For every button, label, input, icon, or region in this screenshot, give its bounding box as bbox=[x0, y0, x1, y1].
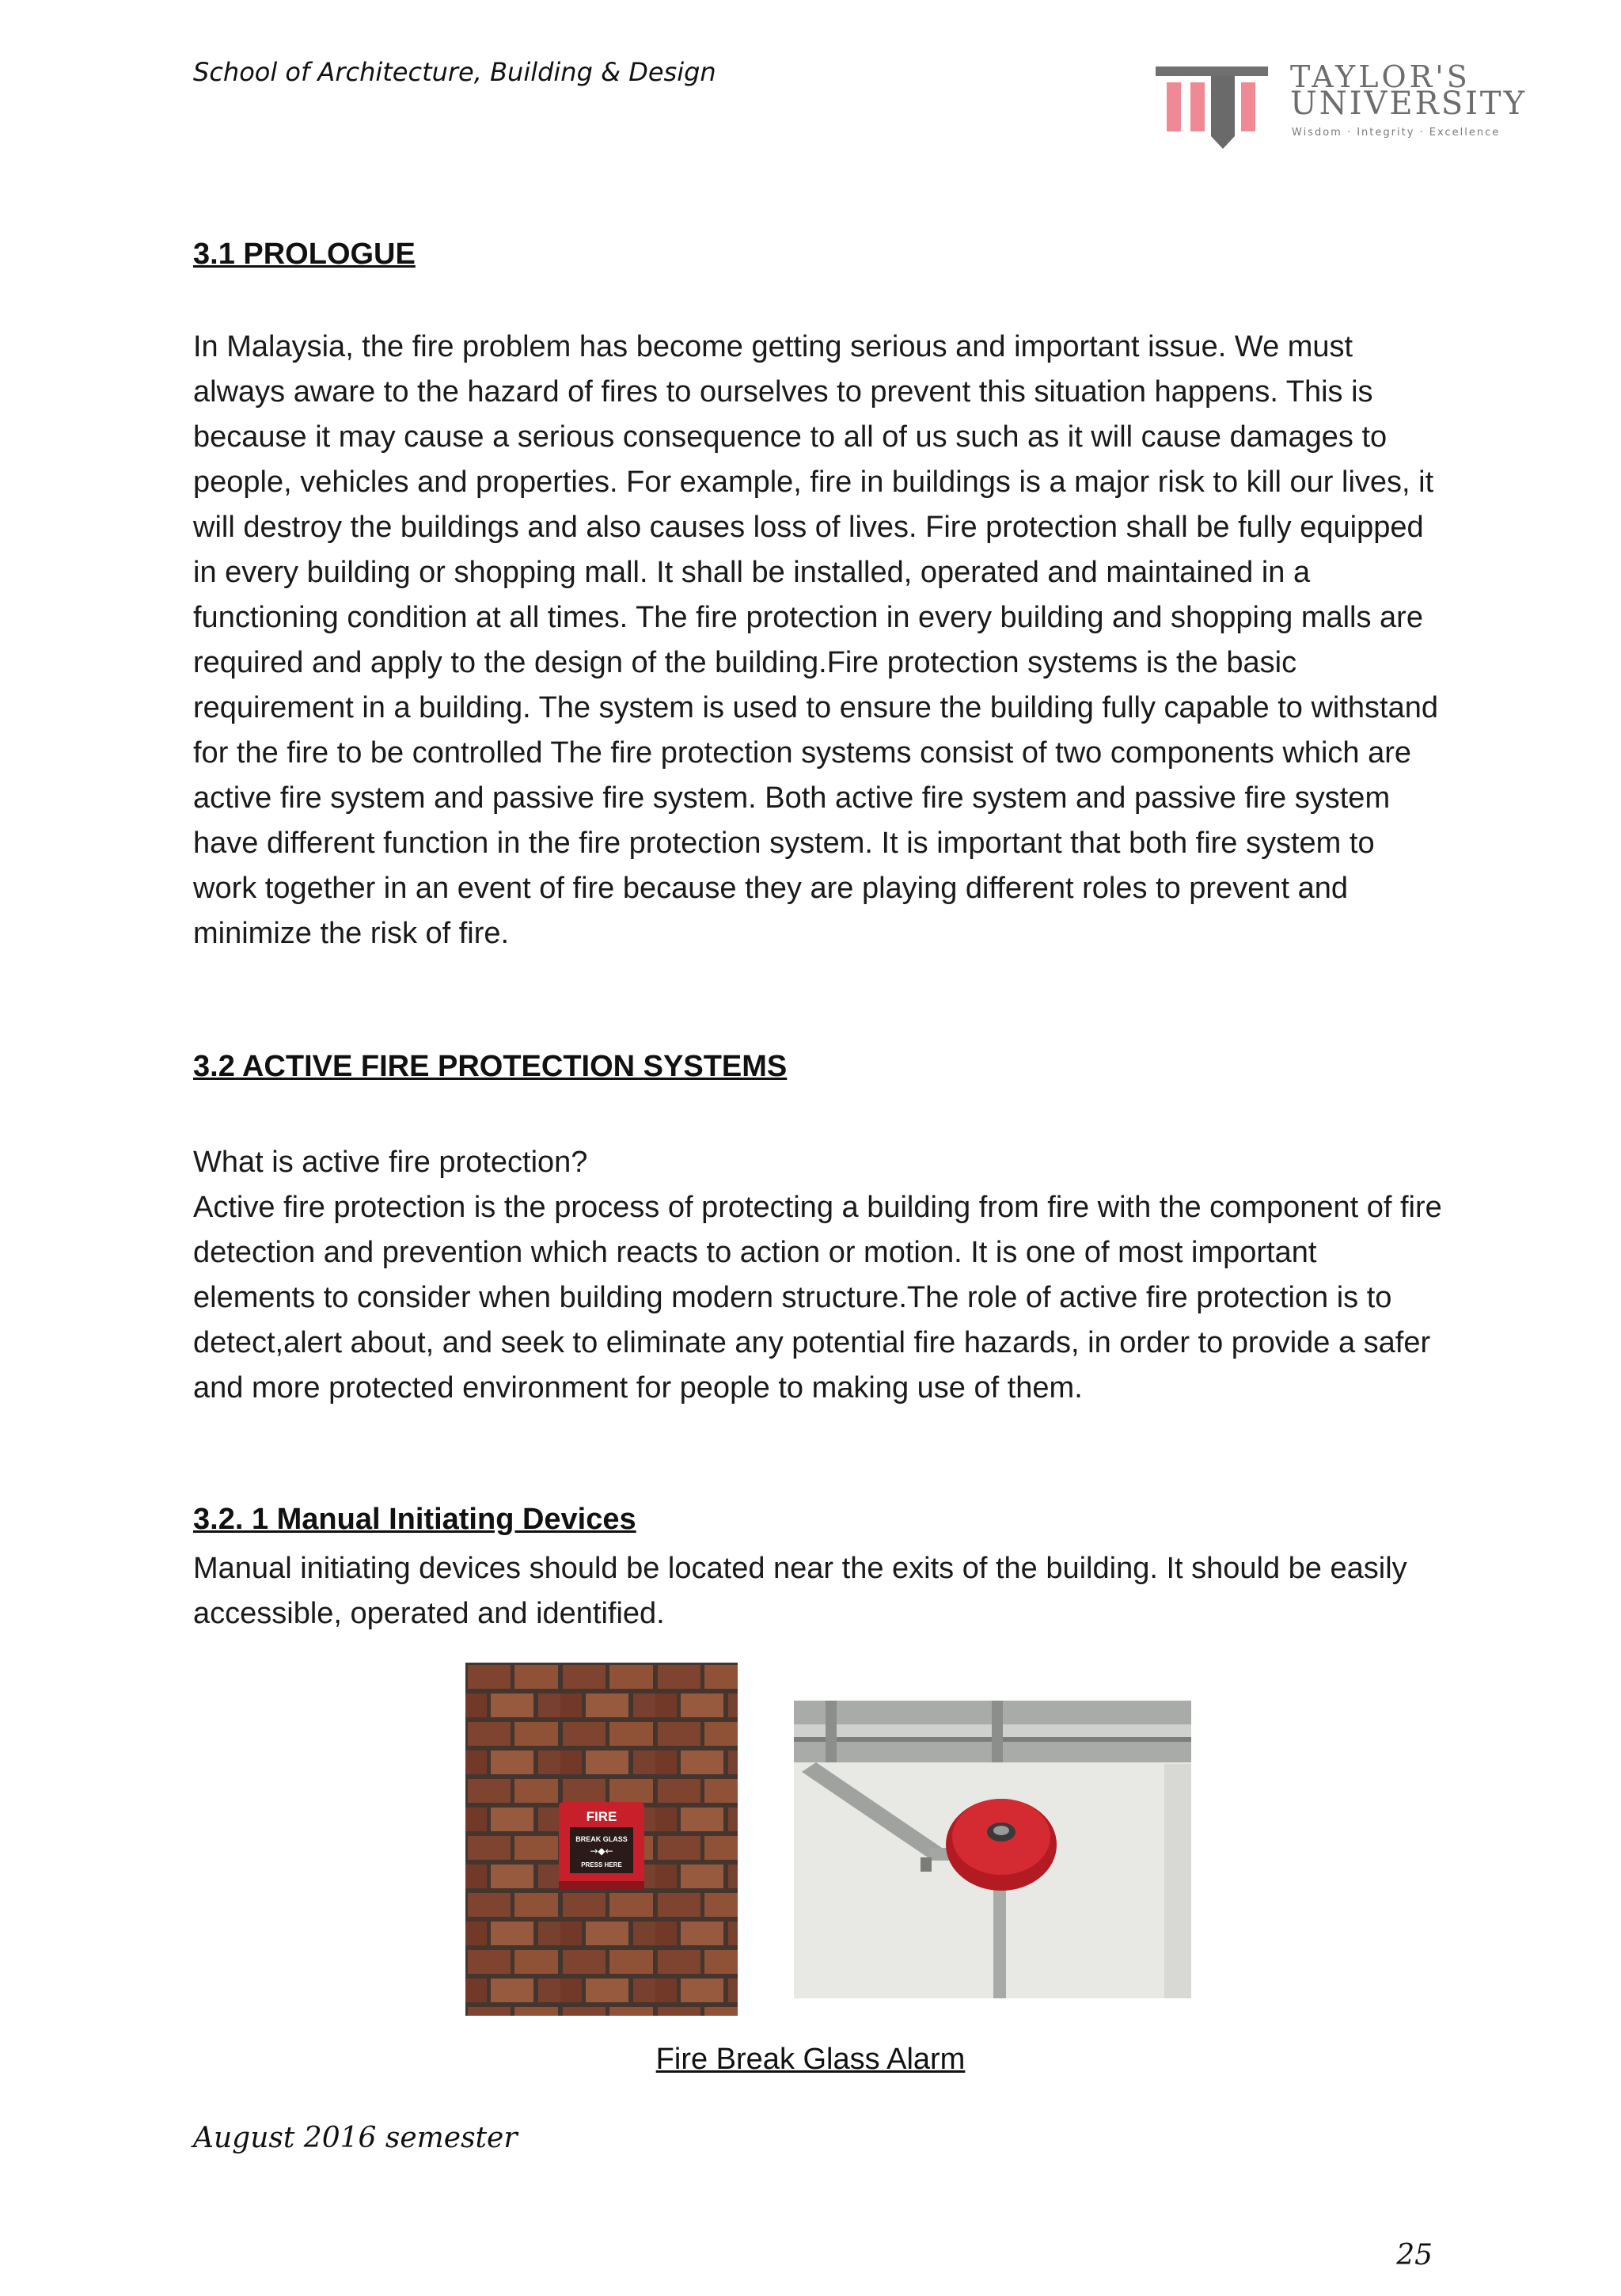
call-point-label-break-glass: BREAK GLASS bbox=[575, 1835, 628, 1843]
university-logo bbox=[1156, 60, 1528, 163]
figure-caption: Fire Break Glass Alarm bbox=[655, 2043, 966, 2076]
logo-text-university: UNIVERSITY bbox=[1290, 86, 1528, 122]
heading-active-fire-protection: 3.2 ACTIVE FIRE PROTECTION SYSTEMS bbox=[193, 1050, 788, 1083]
heading-prologue: 3.1 PROLOGUE bbox=[193, 238, 416, 271]
svg-text:→◆←: →◆← bbox=[590, 1846, 613, 1857]
page-number: 25 bbox=[1396, 2239, 1433, 2271]
call-point-label-fire: FIRE bbox=[586, 1809, 617, 1824]
photo-fire-alarm-bell bbox=[794, 1701, 1191, 1998]
header-school-name: School of Architecture, Building & Design bbox=[193, 57, 716, 87]
university-emblem-icon bbox=[1156, 60, 1268, 155]
brick-wall-image bbox=[465, 1663, 738, 2016]
paragraph-active-question: What is active fire protection? bbox=[193, 1146, 588, 1179]
paragraph-active-description: Active fire protection is the process of protecting a building from fire with the component of fire detection and prevention which reacts to action or motion. It is one of most important elements to consider when building modern structure.The role of active fire protection is to detect,alert about, and seek to eliminate any potential fire hazards, in order to provide a safer and more protected environment for people to making use of them. bbox=[193, 1191, 1442, 1405]
alarm-bell bbox=[946, 1799, 1057, 1891]
paragraph-manual-initiating-devices: Manual initiating devices should be located near the exits of the building. It should be easily accessible, operated and identified. bbox=[193, 1552, 1407, 1630]
paragraph-prologue: In Malaysia, the fire problem has become getting serious and important issue. We must always aware to the hazard of fires to ourselves to prevent this situation happens. This is because it may cause a serious consequence to all of us such as it will cause damages to people, vehicles and properties. For example, fire in buildings is a major risk to kill our lives, it will destroy the buildings and also causes loss of lives. Fire protection shall be fully equipped in every building or shopping mall. It shall be installed, operated and maintained in a functioning condition at all times. The fire protection in every building and shopping malls are required and apply to the design of the building.Fire protection systems is the basic requirement in a building. The system is used to ensure the building fully capable to withstand for the fire to be controlled The fire protection systems consist of two components which are active fire system and passive fire system. Both active fire system and passive fire system have different function in the fire protection system. It is important that both fire system to work together in an event of fire because they are playing different roles to prevent and minimize the risk of fire. bbox=[193, 330, 1438, 950]
heading-manual-initiating-devices: 3.2. 1 Manual Initiating Devices bbox=[193, 1503, 636, 1536]
alarm-bell-image bbox=[794, 1701, 1191, 1998]
logo-tagline: Wisdom · Integrity · Excellence bbox=[1292, 127, 1501, 139]
call-point-label-press-here: PRESS HERE bbox=[581, 1861, 622, 1868]
photo-break-glass-call-point bbox=[465, 1663, 738, 2016]
footer-semester: August 2016 semester bbox=[193, 2122, 518, 2154]
logo-text-taylors: TAYLOR'S bbox=[1290, 59, 1471, 94]
call-point-device bbox=[559, 1802, 644, 1889]
